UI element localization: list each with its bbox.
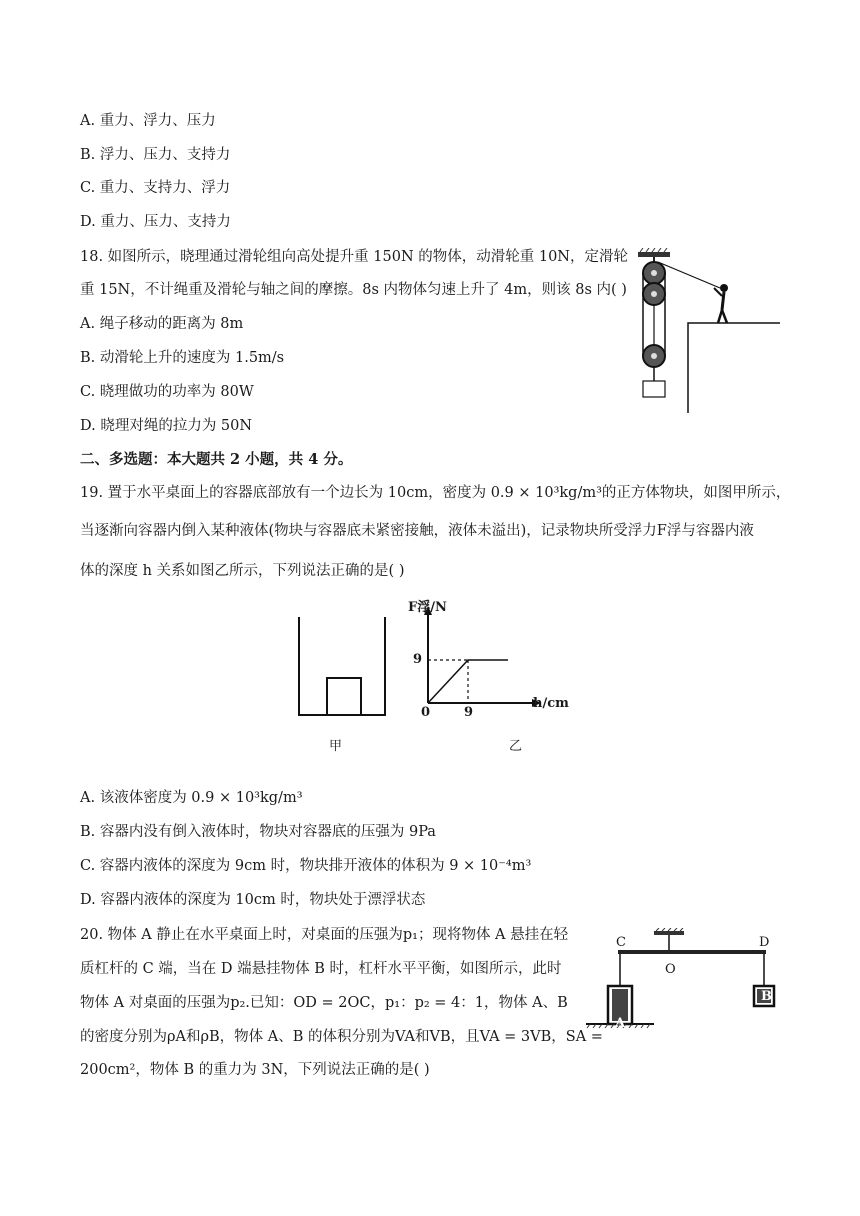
- q19-option-a: A. 该液体密度为 0.9 × 10³kg/m³: [80, 790, 303, 806]
- q17-option-c: C. 重力、支持力、浮力: [80, 180, 231, 196]
- graph-origin-label: 0: [421, 705, 431, 720]
- q18-option-a: A. 绳子移动的距离为 8m: [80, 316, 244, 332]
- q19-stem-line-3: 体的深度 h 关系如图乙所示，下列说法正确的是( ): [80, 563, 405, 579]
- q18-option-c: C. 晓理做功的功率为 80W: [80, 384, 254, 400]
- figure-label-jia: 甲: [329, 739, 343, 754]
- graph-x-tick-label: 9: [464, 705, 474, 720]
- q18-stem-line-1: 18. 如图所示，晓理通过滑轮组向高处提升重 150N 的物体，动滑轮重 10N，定滑轮: [80, 249, 628, 265]
- lever-label-d: D: [759, 935, 770, 950]
- q17-option-b: B. 浮力、压力、支持力: [80, 147, 231, 163]
- lever-label-b: B: [761, 989, 772, 1004]
- pulley-system-figure: [628, 248, 783, 413]
- lever-label-c: C: [616, 935, 626, 950]
- q19-stem-line-1: 19. 置于水平桌面上的容器底部放有一个边长为 10cm，密度为 0.9 × 10³kg/m³的正方体物块，如图甲所示，: [80, 485, 791, 501]
- q18-option-b: B. 动滑轮上升的速度为 1.5m/s: [80, 350, 285, 366]
- section-heading: 二、多选题：本大题共 2 小题，共 4 分。: [80, 451, 353, 468]
- q20-stem-line-4: 的密度分别为ρA和ρB，物体 A、B 的体积分别为VA和VB，且VA = 3VB，SA =: [80, 1029, 603, 1045]
- q18-option-d: D. 晓理对绳的拉力为 50N: [80, 418, 253, 434]
- q19-option-c: C. 容器内液体的深度为 9cm 时，物块排开液体的体积为 9 × 10⁻⁴m³: [80, 858, 532, 874]
- graph-y-tick-label: 9: [413, 652, 423, 667]
- q20-stem-line-5: 200cm²，物体 B 的重力为 3N，下列说法正确的是( ): [80, 1062, 430, 1078]
- lever-label-a: A: [615, 1016, 626, 1031]
- q20-stem-line-2: 质杠杆的 C 端，当在 D 端悬挂物体 B 时，杠杆水平平衡，如图所示，此时: [80, 961, 562, 977]
- q20-stem-line-1: 20. 物体 A 静止在水平桌面上时，对桌面的压强为p₁；现将物体 A 悬挂在轻: [80, 927, 569, 943]
- graph-y-axis-label: F浮/N: [408, 600, 447, 615]
- q18-stem-line-2: 重 15N，不计绳重及滑轮与轴之间的摩擦。8s 内物体匀速上升了 4m，则该 8s 内( ): [80, 282, 627, 298]
- container-figure: [292, 615, 392, 720]
- q20-stem-line-3: 物体 A 对桌面的压强为p₂.已知：OD = 2OC，p₁：p₂ = 4：1，物体 A、B: [80, 995, 568, 1011]
- q19-option-d: D. 容器内液体的深度为 10cm 时，物块处于漂浮状态: [80, 892, 426, 908]
- graph-x-axis-label: h/cm: [533, 696, 569, 711]
- q19-option-b: B. 容器内没有倒入液体时，物块对容器底的压强为 9Pa: [80, 824, 436, 840]
- q19-stem-line-2: 当逐渐向容器内倒入某种液体(物块与容器底未紧密接触，液体未溢出)，记录物块所受浮力F浮与容器内液: [80, 523, 754, 539]
- q17-option-d: D. 重力、压力、支持力: [80, 214, 231, 230]
- figure-label-yi: 乙: [509, 739, 523, 754]
- lever-figure: [582, 928, 782, 1036]
- lever-label-o: O: [665, 962, 676, 977]
- q17-option-a: A. 重力、浮力、压力: [80, 113, 216, 129]
